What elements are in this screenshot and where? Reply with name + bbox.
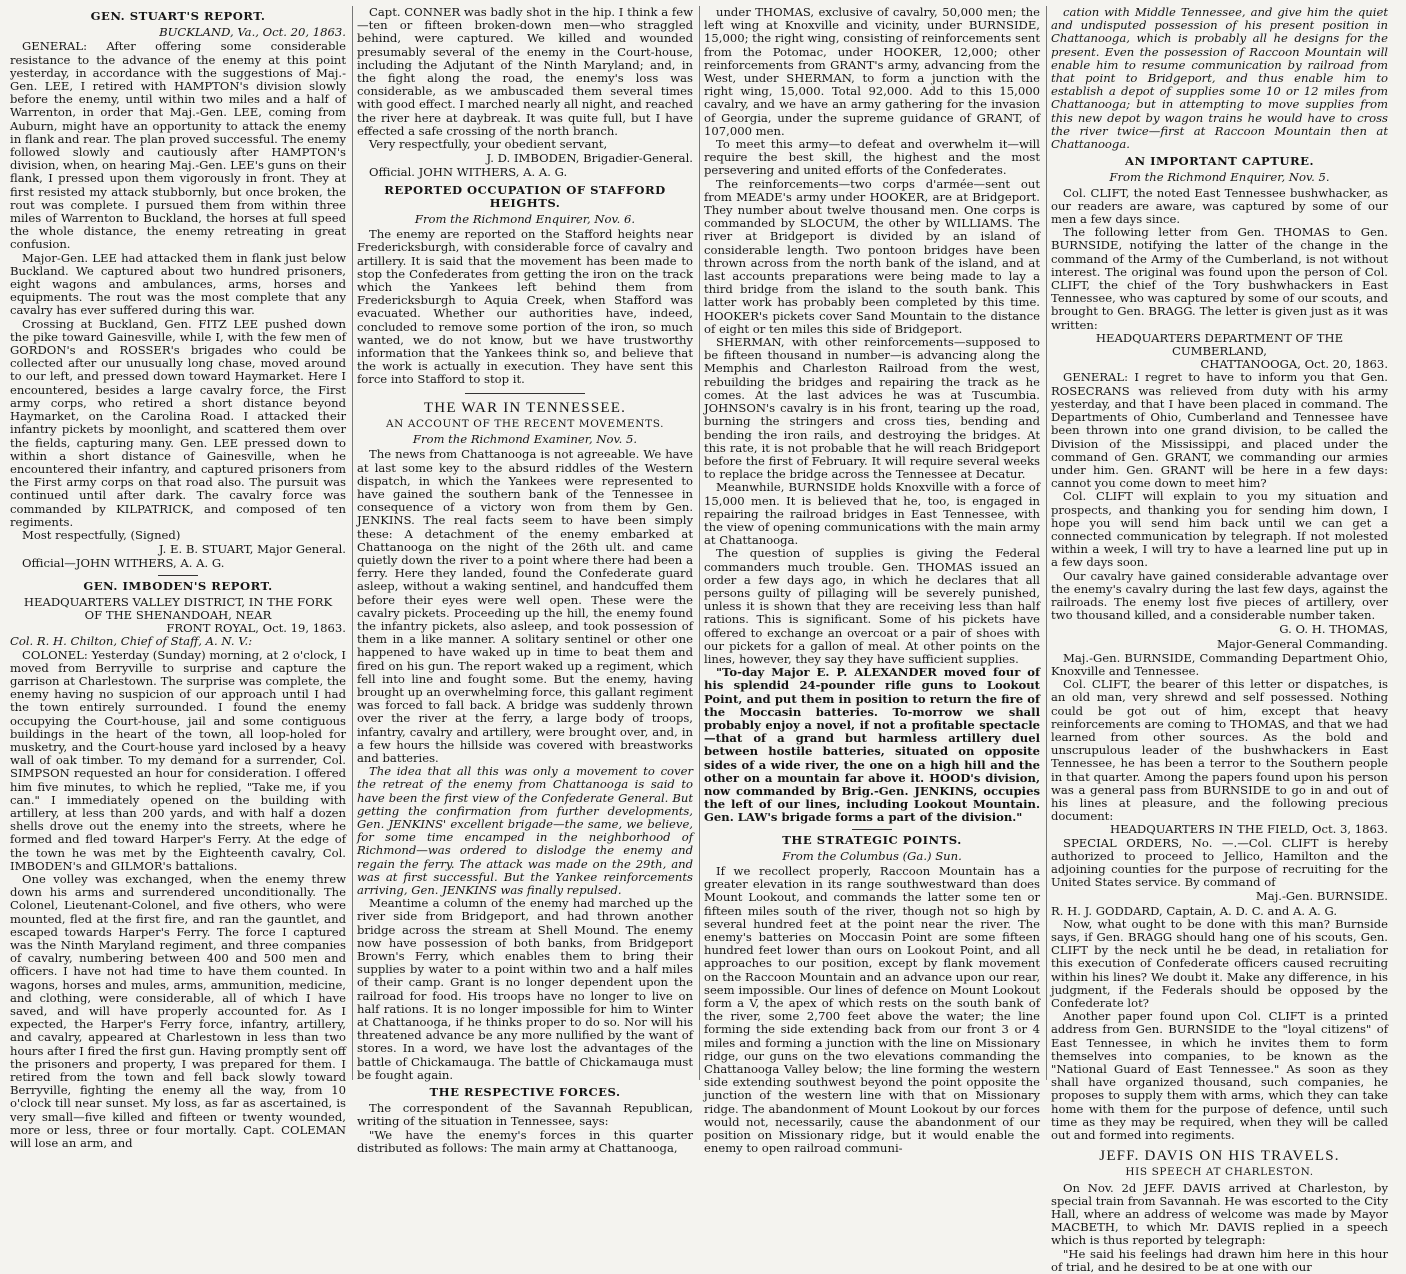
paragraph: To meet this army—to defeat and overwhelm it—will require the best skill, the highest and the most persevering and united efforts of the Confederates.: [704, 137, 1040, 178]
subheadline: AN ACCOUNT OF THE RECENT MOVEMENTS.: [385, 417, 665, 430]
address-line: Maj.-Gen. BURNSIDE, Commanding Department Ohio, Knoxville and Tennessee.: [1051, 650, 1388, 678]
headline-war-in-tennessee: THE WAR IN TENNESSEE.: [423, 399, 627, 416]
signature: J. E. B. STUART, Major General.: [158, 542, 346, 557]
headquarters-line: OF THE SHENANDOAH, NEAR: [84, 607, 272, 622]
headline-stafford-heights: REPORTED OCCUPATION OF STAFFORD HEIGHTS.: [384, 182, 666, 210]
column-2: [353, 5, 700, 1155]
paragraph: Our cavalry have gained considerable advantage over the enemy's cavalry during the last few days, against the railroads. The enemy lost five pieces of artillery, over two thousand killed, and a considerable number taken.: [1051, 568, 1388, 623]
divider: [852, 829, 892, 830]
paragraph: Meantime a column of the enemy had marched up the river side from Bridgeport, and had thrown another bridge across the stream at Shell Mound. The enemy now have possession of both banks, from Bridgeport Brown's Ferry, which enables them to bring their supplies by water to a point within two and a half miles of their camp. Grant is no longer dependent upon the railroad for food. His troops have no longer to live on half rations. It is no longer impossible for him to Winter at Chattanooga, if he thinks proper to do so. Nor will his threatened advance be any more nullified by the want of stores. In a word, we have lost the advantages of the battle of Chickamauga. The battle of Chickamauga must be fought again.: [357, 896, 693, 1082]
headquarters-line: HEADQUARTERS DEPARTMENT OF THE CUMBERLAND,: [1095, 330, 1344, 359]
signature: R. H. J. GODDARD, Captain, A. D. C. and A. A. G.: [1051, 903, 1338, 918]
headquarters-line: CHATTANOOGA, Oct. 20, 1863.: [1200, 357, 1388, 372]
paragraph: If we recollect properly, Raccoon Mountain has a greater elevation in its range southwestward than does Mount Lookout, and commands the latter some ten or fifteen miles south of the river, though not so high by several hundred feet at the point near the river. The enemy's batteries on Moccasin Point are some fifteen hundred feet lower than ours on Lookout Point, and all approaches to our position, except by flank movement on the Raccoon Mountain and an advance upon our rear, seem impossible. Our lines of defence on Mount Lookout form a V, the apex of which rests on the south bank of the river, some 2,700 feet above the water; the line forming the side extending back from our front 3 or 4 miles and forming a junction with the line on Missionary ridge, our guns on the two elevations commanding the Chattanooga Valley below; the line forming the western side extending southwest beyond the point opposite the junction of the western line with that on Missionary ridge. The abandonment of Mount Lookout by our forces would not, necessarily, cause the abandonment of our position on Missionary ridge, but it would enable the enemy to open railroad communi-: [704, 864, 1040, 1156]
paragraph: GENERAL: After offering some considerable resistance to the advance of the enemy at this point yesterday, in accordance with the suggestions of Maj.-Gen. LEE, I retired with HAMPTON's division slowly before the enemy, until within two miles and a half of Warrenton, in order that Maj.-Gen. LEE, coming from Auburn, might have an opportunity to attack the enemy in flank and rear. The plan proved successful. The enemy followed slowly and cautiously after HAMPTON's division, when, on hearing Maj.-Gen. LEE's guns on their flank, I pressed upon them vigorously in front. They at first resisted my attack stubbornly, but once broken, the rout was complete. I pursued them from within three miles of Warrenton to Buckland, the horses at full speed the whole distance, the enemy retreating in great confusion.: [10, 39, 347, 252]
signature: J. D. IMBODEN, Brigadier-General.: [486, 151, 693, 166]
closing-line: Very respectfully, your obedient servant,: [369, 137, 608, 152]
source-line: From the Columbus (Ga.) Sun.: [782, 848, 962, 863]
paragraph: Capt. CONNER was badly shot in the hip. I think a few—ten or fifteen broken-down men—who straggled behind, were captured. We killed and wounded presumably several of the enemy in the Court-house, including the Adjutant of the Ninth Maryland; and, in the fight along the road, the enemy's loss was considerable, as we ambuscaded them several times with good effect. I marched nearly all night, and reached the river here at daybreak. It was quite full, but I have effected a safe crossing of the north branch.: [357, 5, 693, 138]
paragraph: The news from Chattanooga is not agreeable. We have at last some key to the absurd riddles of the Western dispatch, in which the Yankees were represented to have gained the southern bank of the Tennessee in consequence of a victory won from them by Gen. JENKINS. The real facts seem to have been simply these: A detachment of the enemy embarked at Chattanooga on the night of the 26th ult. and came quietly down the river to a point where there had been a ferry. Here they landed, found the Confederate guard asleep, without a waking sentinel, and handcuffed them before their eyes were well open. These were the cavalry pickets. Proceeding up the hill, the enemy found the infantry pickets, also asleep, and took possession of them in a like manner. A solitary sentinel or other one happened to have waked up in time to beat them and fired on his gun. The report waked up a regiment, which fell into line and fought some. But the enemy, having brought up an overwhelming force, this gallant regiment was forced to fall back. A bridge was suddenly thrown over the river at the ferry, a large body of troops, infantry, cavalry and artillery, were brought over, and, in a few hours the hillside was covered with breastworks and batteries.: [357, 447, 693, 765]
headline-respective-forces: THE RESPECTIVE FORCES.: [429, 1085, 621, 1100]
subheadline: HIS SPEECH AT CHARLESTON.: [1125, 1166, 1314, 1179]
headquarters-line: HEADQUARTERS VALLEY DISTRICT, IN THE FORK: [23, 594, 333, 609]
paragraph: Crossing at Buckland, Gen. FITZ LEE pushed down the pike toward Gainesville, while I, with the few men of GORDON's and ROSSER's brigades who could be collected after our unusually long chase, moved around to our left, and pressed down toward Haymarket. Here I encountered, besides a large cavalry force, the First army corps, who retired a short distance beyond Haymarket, on the Carolina Road. I attacked their infantry pickets by moonlight, and scattered them over the fields, capturing many. Gen. LEE pressed down to within a short distance of Gainesville, when he encountered their infantry, and captured prisoners from the First army corps on that road also. The pursuit was continued until after dark. The cavalry force was commanded by KILPATRICK, and composed of ten regiments.: [10, 316, 346, 529]
paragraph: Col. CLIFT, the noted East Tennessee bushwhacker, as our readers are aware, was captured by some of our men a few days since.: [1051, 185, 1388, 227]
paragraph: SPECIAL ORDERS, No. —.—Col. CLIFT is hereby authorized to proceed to Jellico, Hamilton and the adjoining counties for the purpose of recruiting for the United States service. By command of: [1051, 835, 1388, 890]
paragraph: On Nov. 2d JEFF. DAVIS arrived at Charleston, by special train from Savannah. He was escorted to the City Hall, where an address of welcome was made by Mayor MACBETH, to which Mr. DAVIS replied in a speech which is thus reported by telegraph:: [1051, 1180, 1388, 1248]
paragraph: "We have the enemy's forces in this quarter distributed as follows: The main army at Chattanooga,: [357, 1127, 693, 1155]
headline-important-capture: AN IMPORTANT CAPTURE.: [1124, 154, 1315, 169]
paragraph: "He said his feelings had drawn him here in this hour of trial, and he desired to be at one with our: [1051, 1246, 1388, 1274]
official-line: Official—JOHN WITHERS, A. A. G.: [22, 556, 225, 571]
headline-jeff-davis: JEFF. DAVIS ON HIS TRAVELS.: [1099, 1148, 1340, 1165]
headline-stuart-report: GEN. STUART'S REPORT.: [90, 9, 266, 23]
paragraph: cation with Middle Tennessee, and give him the quiet and undisputed possession of his present position in Chattanooga, which is probably all he designs for the present. Even the possession of Raccoon Mountain will enable him to resume communication by railroad from that point to Bridgeport, and thus enable him to establish a depot of supplies some 10 or 12 miles from Chattanooga; but in attempting to move supplies from this new depot by wagon trains he would have to cross the river twice—first at Raccoon Mountain then at Chattanooga.: [1051, 5, 1388, 152]
headquarters-line: HEADQUARTERS IN THE FIELD, Oct. 3, 1863.: [1109, 822, 1388, 837]
paragraph: One volley was exchanged, when the enemy threw down his arms and surrendered unconditionally. The Colonel, Lieutenant-Colonel, and five others, who were mounted, fled at the first fire, and ran the gauntlet, and escaped towards Harper's Ferry. The force I captured was the Ninth Maryland regiment, and three companies of cavalry, numbering between 400 and 500 men and officers. I have not had time to have them counted. In wagons, horses and mules, arms, ammunition, medicine, and clothing, were considerable, all of which I have saved, and will have properly accounted for. As I expected, the Harper's Ferry force, infantry, artillery, and cavalry, appeared at Charlestown in less than two hours after I fired the first gun. Having promptly sent off the prisoners and property, I was prepared for them. I retired from the town and fell back slowly toward Berryville, fighting the enemy all the way, from 10 o'clock till near sunset. My loss, as far as ascertained, is very small—five killed and fifteen or twenty wounded, more or less, three or four mortally. Capt. COLEMAN will lose an arm, and: [10, 872, 346, 1151]
official-line: Official. JOHN WITHERS, A. A. G.: [369, 165, 568, 180]
column-4: [1047, 5, 1394, 1274]
column-3: [700, 5, 1047, 1156]
paragraph: "To-day Major E. P. ALEXANDER moved four of his splendid 24-pounder rifle guns to Lookout Point, and put them in position to return the fire of the Moccasin batteries. To-morrow we shall probably enjoy a novel, if not a profitable spectacle—that of a grand but harmless artillery duel between hostile batteries, situated on opposite sides of a wide river, the one on a high hill and the other on a mountain far above it. HOOD's division, now commanded by Brig.-Gen. JENKINS, occupies the left of our lines, including Lookout Mountain. Gen. LAW's brigade forms a part of the division.": [704, 665, 1040, 825]
paragraph: Col. CLIFT, the bearer of this letter or dispatches, is an old man, very shrewd and self possessed. Nothing could be got out of him, except that heavy reinforcements are coming to THOMAS, and that we had learned from other sources. As the bold and unscrupulous leader of the bushwhackers in East Tennessee, he has been a terror to the Southern people in that quarter. Among the papers found upon his person was a general pass from BURNSIDE to go in and out of his lines at pleasure, and the following precious document:: [1051, 677, 1388, 824]
source-line: From the Richmond Enquirer, Nov. 5.: [1109, 170, 1330, 185]
column-1: [6, 6, 353, 1151]
divider: [465, 393, 585, 394]
address-line: Col. R. H. Chilton, Chief of Staff, A. N. V.:: [10, 634, 253, 649]
dateline: BUCKLAND, Va., Oct. 20, 1863.: [159, 25, 346, 40]
paragraph: Meanwhile, BURNSIDE holds Knoxville with a force of 15,000 men. It is believed that he, too, is engaged in repairing the railroad bridges in East Tennessee, with the view of opening communications with the main army at Chattanooga.: [704, 480, 1040, 548]
headline-strategic-points: THE STRATEGIC POINTS.: [782, 832, 962, 847]
paragraph: The correspondent of the Savannah Republican, writing of the situation in Tennessee, says:: [357, 1101, 693, 1129]
paragraph: COLONEL: Yesterday (Sunday) morning, at 2 o'clock, I moved from Berryville to surprise and capture the garrison at Charlestown. The surprise was complete, the enemy having no suspicion of our approach until I had the town entirely surrounded. I found the enemy occupying the Court-house, jail and some contiguous buildings in the heart of the town, all loop-holed for musketry, and the Court-house yard inclosed by a heavy wall of oak timber. To my demand for a surrender, Col. SIMPSON requested an hour for consideration. I offered him five minutes, to which he replied, "Take me, if you can." I immediately opened on the building with artillery, at less than 200 yards, and with half a dozen shells drove out the enemy into the streets, where he formed and fled toward Harper's Ferry. At the edge of the town he was met by the Eighteenth cavalry, Col. IMBODEN's and GILMOR's battalions.: [10, 647, 346, 873]
source-line: From the Richmond Examiner, Nov. 5.: [412, 432, 638, 447]
signature: G. O. H. THOMAS,: [1279, 622, 1388, 637]
paragraph: The enemy are reported on the Stafford heights near Fredericksburgh, with considerable force of cavalry and artillery. It is said that the movement has been made to stop the Confederates from getting the iron on the track which the Yankees left behind them from Fredericksburgh to Aquia Creek, when Stafford was evacuated. Whether our authorities have, indeed, concluded to remove some portion of the iron, so much wanted, we do not know, but we have trustworthy information that the Yankees think so, and believe that the work is actually in execution. They have sent this force into Stafford to stop it.: [357, 227, 693, 387]
headquarters-line: FRONT ROYAL, Oct. 19, 1863.: [166, 621, 346, 636]
paragraph: The following letter from Gen. THOMAS to Gen. BURNSIDE, notifying the latter of the change in the command of the Army of the Cumberland, is not without interest. The original was found upon the person of Col. CLIFT, the chief of the Tory bushwhackers in East Tennessee, who was captured by some of our scouts, and brought to Gen. BRAGG. The letter is given just as it was written:: [1051, 225, 1388, 332]
signature: Major-General Commanding.: [1216, 636, 1388, 651]
paragraph: The reinforcements—two corps d'armée—sent out from MEADE's army under HOOKER, are at Bridgeport. They number about twelve thousand men. One corps is commanded by SLOCUM, the other by WILLIAMS. The river at Bridgeport is divided by an island of considerable length. Two pontoon bridges have been thrown across from the north bank of the island, and at last accounts preparations were being made to lay a third bridge from the island to the south bank. This latter work has probably been completed by this time. HOOKER's pickets cover Sand Mountain to the distance of eight or ten miles this side of Bridgeport.: [704, 176, 1040, 336]
paragraph: The idea that all this was only a movement to cover the retreat of the enemy from Chattanooga is said to have been the first view of the Confederate General. But getting the confirmation from further developments, Gen. JENKINS' excellent brigade—the same, we believe, for some time encamped in the neighborhood of Richmond—was ordered to dislodge the enemy and regain the ferry. The attack was made on the 29th, and was at first successful. But the Yankee reinforcements arriving, Gen. JENKINS was finally repulsed.: [357, 764, 693, 897]
paragraph: The question of supplies is giving the Federal commanders much trouble. Gen. THOMAS issued an order a few days ago, in which he declares that all persons guilty of pillaging will be severely punished, unless it is shown that they are receiving less than half rations. This is significant. Some of his pickets have offered to exchange an overcoat or a pair of shoes with our pickets for a gallon of meal. At other points on the lines, however, they say they have sufficient supplies.: [704, 546, 1040, 666]
closing-line: Most respectfully, (Signed): [22, 527, 181, 542]
paragraph: Another paper found upon Col. CLIFT is a printed address from Gen. BURNSIDE to the "loyal citizens" of East Tennessee, in which he invites them to form themselves into companies, to be known as the "National Guard of East Tennessee." As soon as they shall have organized thousand, such companies, he proposes to supply them with arms, which they can take home with them for the purpose of defence, until such time as they may be required, when they will be called out and formed into regiments.: [1051, 1009, 1388, 1143]
paragraph: SHERMAN, with other reinforcements—supposed to be fifteen thousand in number—is advancing along the Memphis and Charleston Railroad from the west, rebuilding the bridges and repairing the track as he comes. At the last advices he was at Tuscumbia. JOHNSON's cavalry is in his front, tearing up the road, burning the stringers and cross ties, bending and bending the iron rails, and destroying the bridges. At this rate, it is not probable that he will reach Bridgeport before the first of February. It will require several weeks to replace the bridge across the Tennessee at Decatur.: [704, 335, 1040, 482]
divider: [158, 575, 198, 576]
paragraph: Major-Gen. LEE had attacked them in flank just below Buckland. We captured about two hundred prisoners, eight wagons and ambulances, arms, horses and equipments. The rout was the most complete that any cavalry has ever suffered during this war.: [10, 250, 346, 318]
paragraph: under THOMAS, exclusive of cavalry, 50,000 men; the left wing at Knoxville and vicinity, under BURNSIDE, 15,000; the right wing, consisting of reinforcements sent from the Potomac, under HOOKER, 12,000; other reinforcements from GRANT's army, advancing from the West, under SHERMAN, to form a junction with the right wing, 15,000. Total 92,000. Add to this 15,000 cavalry, and we have an army gathering for the invasion of Georgia, under the supreme guidance of GRANT, of 107,000 men.: [704, 5, 1040, 138]
paragraph: Col. CLIFT will explain to you my situation and prospects, and thanking you for sending him down, I hope you will send him back until we can get a connected communication by telegraph. If not molested within a week, I will try to have a learned line put up in a few days soon.: [1051, 489, 1388, 570]
signature: Maj.-Gen. BURNSIDE.: [1255, 889, 1388, 904]
paragraph: Now, what ought to be done with this man? Burnside says, if Gen. BRAGG should hang one of his scouts, Gen. CLIFT by the neck until he be dead, in retaliation for this execution of Confederate officers caused recruiting within his lines? We doubt it. Make any difference, in his judgment, if the Federals should be opposed by the Confederate lot?: [1051, 916, 1388, 1011]
headline-imboden-report: GEN. IMBODEN'S REPORT.: [83, 578, 273, 593]
paragraph: GENERAL: I regret to have to inform you that Gen. ROSECRANS was relieved from duty with his army yesterday, and that I have been placed in command. The Departments of Ohio, Cumberland and Tennessee have been thrown into one grand division, to be called the Division of the Mississippi, and placed under the command of Gen. GRANT, we commanding our armies under him. Gen. GRANT will be here in a few days: cannot you come down to meet him?: [1051, 370, 1388, 491]
source-line: From the Richmond Enquirer, Nov. 6.: [414, 212, 636, 227]
